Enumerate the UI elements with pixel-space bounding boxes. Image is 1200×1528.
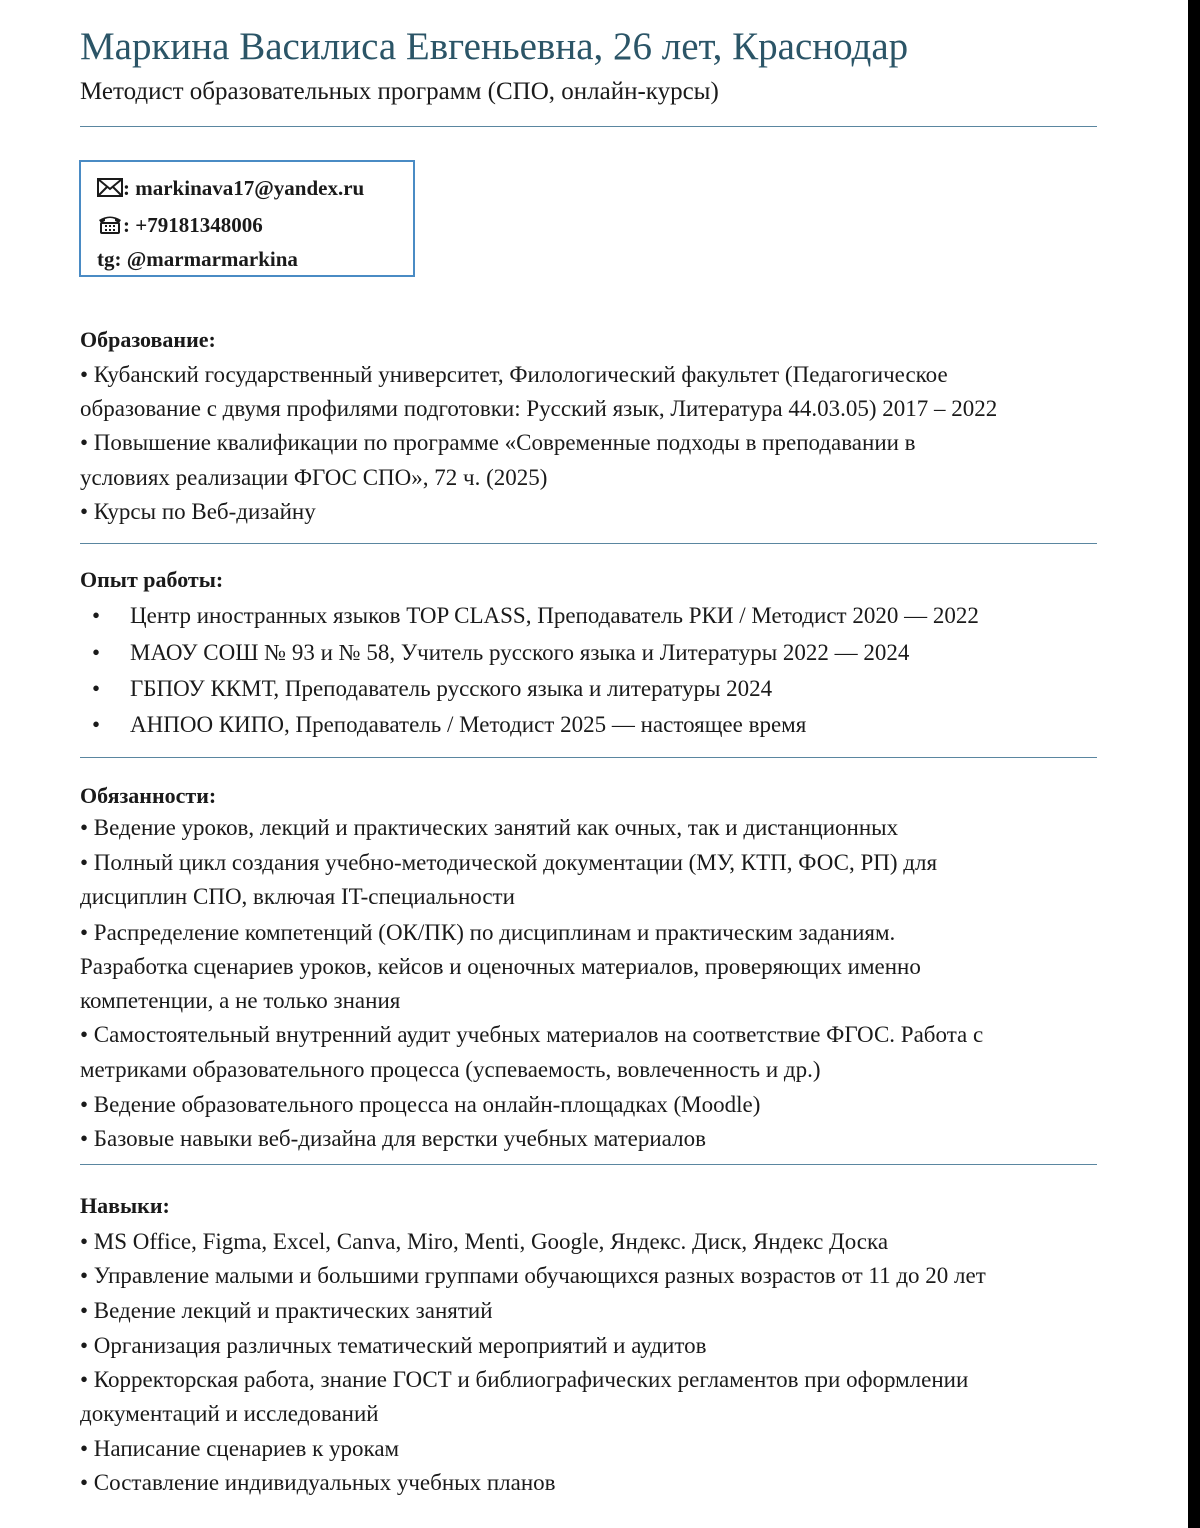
divider (80, 1164, 1097, 1165)
divider (80, 757, 1097, 758)
duties-line: дисциплин СПО, включая IT-специальности (80, 884, 515, 909)
education-line: условиях реализации ФГОС СПО», 72 ч. (2025) (80, 465, 548, 490)
skills-line: • MS Office, Figma, Excel, Canva, Miro, Menti, Google, Яндекс. Диск, Яндекс Доска (80, 1229, 889, 1254)
education-line: образование с двумя профилями подготовки: Русский язык, Литература 44.03.05) 2017 – 2022 (80, 396, 998, 421)
skills-line: документаций и исследований (80, 1401, 379, 1426)
envelope-icon (97, 178, 123, 201)
phone-line (97, 213, 263, 238)
duties-line: • Базовые навыки веб-дизайна для верстки учебных материалов (80, 1126, 706, 1151)
duties-line: • Распределение компетенций (ОК/ПК) по дисциплинам и практическим заданиям. (80, 920, 896, 945)
experience-title: Опыт работы: (80, 567, 224, 592)
contact-box (79, 160, 415, 277)
position-title: Методист образовательных программ (СПО, онлайн-курсы) (80, 78, 719, 105)
email-line (97, 176, 364, 201)
duties-title: Обязанности: (80, 783, 217, 808)
bullet: • (92, 712, 101, 737)
duties-line: • Полный цикл создания учебно-методической документации (МУ, КТП, ФОС, РП) для (80, 850, 938, 875)
bullet: • (92, 676, 101, 701)
skills-line: • Ведение лекций и практических занятий (80, 1298, 493, 1323)
duties-line: • Ведение уроков, лекций и практических занятий как очных, так и дистанционных (80, 815, 899, 840)
duties-line: метриками образовательного процесса (успеваемость, вовлеченность и др.) (80, 1057, 821, 1082)
education-line: • Курсы по Веб-дизайну (80, 499, 316, 524)
job-text: АНПОО КИПО, Преподаватель / Методист 2025 — настоящее время (130, 712, 807, 737)
candidate-name: Маркина Василиса Евгеньевна, 26 лет, Краснодар (80, 25, 909, 68)
email-text[interactable]: : markinava17@yandex.ru (123, 176, 365, 200)
job-text: МАОУ СОШ № 93 и № 58, Учитель русского языка и Литературы 2022 — 2024 (130, 640, 910, 665)
education-title: Образование: (80, 327, 216, 352)
divider (80, 126, 1097, 127)
education-line: • Повышение квалификации по программе «Современные подходы в преподавании в (80, 430, 916, 455)
skills-line: • Управление малыми и большими группами обучающихся разных возрастов от 11 до 20 лет (80, 1263, 986, 1288)
duties-line: Разработка сценариев уроков, кейсов и оценочных материалов, проверяющих именно (80, 954, 921, 979)
job-text: ГБПОУ ККМТ, Преподаватель русского языка и литературы 2024 (130, 676, 773, 701)
skills-line: • Написание сценариев к урокам (80, 1436, 400, 1461)
divider (80, 543, 1097, 544)
education-line: • Кубанский государственный университет, Филологический факультет (Педагогическое (80, 362, 948, 387)
job-text: Центр иностранных языков TOP CLASS, Преподаватель РКИ / Методист 2020 — 2022 (130, 603, 979, 628)
skills-line: • Составление индивидуальных учебных планов (80, 1470, 556, 1495)
bullet: • (92, 640, 101, 665)
bullet: • (92, 603, 101, 628)
duties-line: • Самостоятельный внутренний аудит учебных материалов на соответствие ФГОС. Работа с (80, 1022, 984, 1047)
phone-text[interactable]: : +79181348006 (123, 213, 263, 237)
skills-line: • Организация различных тематический мероприятий и аудитов (80, 1333, 707, 1358)
skills-title: Навыки: (80, 1193, 170, 1218)
duties-line: компетенции, а не только знания (80, 988, 401, 1013)
telephone-icon (97, 214, 123, 238)
skills-line: • Корректорская работа, знание ГОСТ и библиографических регламентов при оформлении (80, 1367, 969, 1392)
telegram-line[interactable]: tg: @marmarmarkina (97, 247, 298, 271)
duties-line: • Ведение образовательного процесса на онлайн-площадках (Moodle) (80, 1092, 761, 1117)
